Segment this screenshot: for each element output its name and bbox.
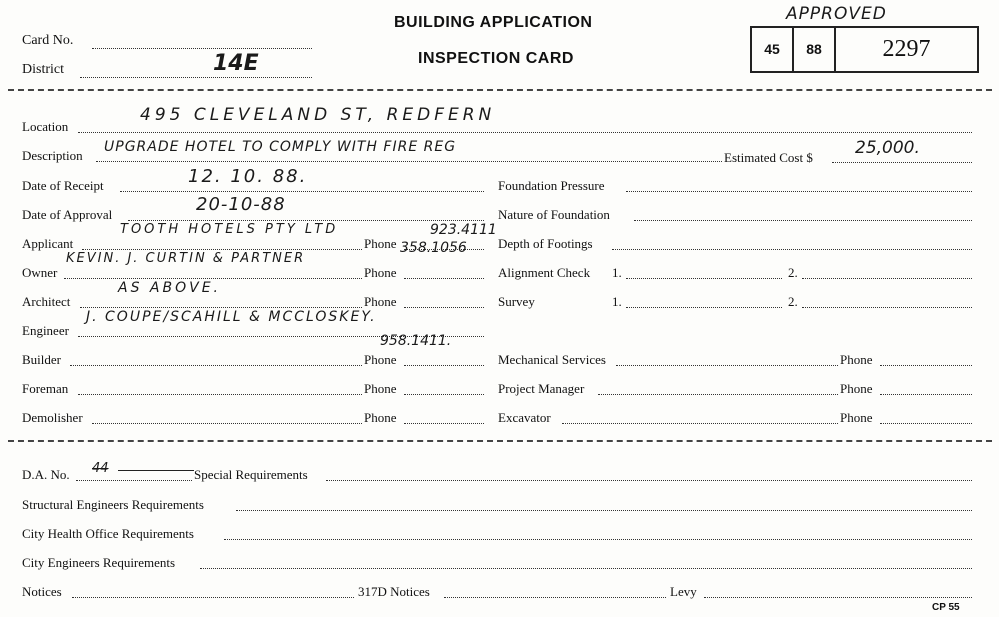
demolisher-phone-line[interactable] <box>404 423 484 424</box>
depth-footings-line[interactable] <box>612 249 972 250</box>
date-receipt-line[interactable] <box>120 191 484 192</box>
architect-value: AS ABOVE. <box>118 280 221 296</box>
mechanical-services-line[interactable] <box>616 365 838 366</box>
box-number-cell <box>836 28 977 71</box>
card-no-line[interactable] <box>92 48 312 49</box>
applicant-value: TOOTH HOTELS PTY LTD <box>120 222 339 237</box>
owner-phone-line[interactable] <box>404 278 484 279</box>
owner-phone-label: Phone <box>364 265 397 280</box>
owner-label: Owner <box>22 265 58 280</box>
survey-n2: 2. <box>788 294 798 309</box>
foundation-pressure-line[interactable] <box>626 191 972 192</box>
excavator-line[interactable] <box>562 423 838 424</box>
foreman-phone-line[interactable] <box>404 394 484 395</box>
project-manager-label: Project Manager <box>498 381 585 396</box>
builder-label: Builder <box>22 352 61 367</box>
date-receipt-value: 12. 10. 88. <box>188 166 308 187</box>
alignment-check-line-2[interactable] <box>802 278 972 279</box>
architect-phone-line[interactable] <box>404 307 484 308</box>
engineer-label: Engineer <box>22 323 69 338</box>
builder-phone-line[interactable] <box>404 365 484 366</box>
nature-foundation-line[interactable] <box>634 220 972 221</box>
estimated-cost-label: Estimated Cost $ <box>724 150 813 165</box>
alignment-check-label: Alignment Check <box>498 265 591 280</box>
depth-footings-label: Depth of Footings <box>498 236 593 251</box>
foreman-phone-label: Phone <box>364 381 397 396</box>
applicant-label: Applicant <box>22 236 74 251</box>
mechanical-services-phone-line[interactable] <box>880 365 972 366</box>
nature-foundation-label: Nature of Foundation <box>498 207 610 222</box>
date-approval-label: Date of Approval <box>22 207 113 222</box>
project-manager-phone-line[interactable] <box>880 394 972 395</box>
applicant-phone-value: 923.4111 <box>430 222 497 238</box>
date-approval-value: 20-10-88 <box>196 194 286 215</box>
engineer-value: J. COUPE/SCAHILL & MCCLOSKEY. <box>86 309 377 325</box>
project-manager-phone-label: Phone <box>840 381 873 396</box>
description-line[interactable] <box>96 161 722 162</box>
mechanical-services-phone-label: Phone <box>840 352 873 367</box>
health-requirements-label: City Health Office Requirements <box>22 526 194 541</box>
applicant-phone-label: Phone <box>364 236 397 251</box>
estimated-cost-line[interactable] <box>832 162 972 163</box>
architect-label: Architect <box>22 294 71 309</box>
levy-line[interactable] <box>704 597 972 598</box>
health-requirements-line[interactable] <box>224 539 972 540</box>
levy-label: Levy <box>670 584 697 599</box>
structural-requirements-label: Structural Engineers Requirements <box>22 497 204 512</box>
box-number-text: 2297 <box>882 36 931 62</box>
architect-phone-label: Phone <box>364 294 397 309</box>
engineers-requirements-label: City Engineers Requirements <box>22 555 176 570</box>
special-requirements-line[interactable] <box>326 480 972 481</box>
excavator-label: Excavator <box>498 410 551 425</box>
box-cell-2-text: 88 <box>806 41 822 57</box>
mechanical-services-label: Mechanical Services <box>498 352 606 367</box>
foreman-label: Foreman <box>22 381 69 396</box>
engineers-requirements-line[interactable] <box>200 568 972 569</box>
district-line[interactable] <box>80 77 312 78</box>
demolisher-phone-label: Phone <box>364 410 397 425</box>
form-code: CP 55 <box>932 602 960 613</box>
engineer-phone-value: 958.1411. <box>380 333 452 349</box>
approved-stamp: APPROVED <box>786 4 887 24</box>
notices-317d-label: 317D Notices <box>358 584 430 599</box>
box-cell-1 <box>752 28 794 71</box>
notices-line[interactable] <box>72 597 354 598</box>
foreman-line[interactable] <box>78 394 362 395</box>
location-label: Location <box>22 119 69 134</box>
demolisher-line[interactable] <box>92 423 362 424</box>
estimated-cost-value: 25,000. <box>855 138 920 158</box>
date-approval-line[interactable] <box>128 220 484 221</box>
box-cell-1-text: 45 <box>764 41 780 57</box>
owner-value: KEVIN. J. CURTIN & PARTNER <box>66 251 306 266</box>
excavator-phone-line[interactable] <box>880 423 972 424</box>
project-manager-line[interactable] <box>598 394 838 395</box>
survey-line-1[interactable] <box>626 307 782 308</box>
demolisher-label: Demolisher <box>22 410 83 425</box>
applicant-line[interactable] <box>82 249 362 250</box>
da-no-value: 44 <box>92 461 109 476</box>
card-number-box <box>750 26 979 73</box>
da-no-line[interactable] <box>76 480 192 481</box>
da-no-label: D.A. No. <box>22 467 70 482</box>
box-cell-2 <box>794 28 836 71</box>
builder-phone-label: Phone <box>364 352 397 367</box>
location-line[interactable] <box>78 132 972 133</box>
description-value: UPGRADE HOTEL TO COMPLY WITH FIRE REG <box>104 139 457 155</box>
owner-line[interactable] <box>64 278 362 279</box>
alignment-check-n2: 2. <box>788 265 798 280</box>
title-line-2: INSPECTION CARD <box>418 50 574 67</box>
special-requirements-label: Special Requirements <box>194 467 308 482</box>
owner-phone-value: 358.1056 <box>400 240 467 256</box>
notices-label: Notices <box>22 584 62 599</box>
excavator-phone-label: Phone <box>840 410 873 425</box>
alignment-check-n1: 1. <box>612 265 622 280</box>
header-divider <box>8 89 992 91</box>
structural-requirements-line[interactable] <box>236 510 972 511</box>
alignment-check-line-1[interactable] <box>626 278 782 279</box>
title-line-1: BUILDING APPLICATION <box>394 14 593 31</box>
survey-line-2[interactable] <box>802 307 972 308</box>
district-label: District <box>22 62 64 77</box>
card-no-label: Card No. <box>22 33 74 48</box>
da-no-strike <box>118 470 194 471</box>
district-value: 14E <box>213 51 259 76</box>
survey-n1: 1. <box>612 294 622 309</box>
architect-line[interactable] <box>80 307 362 308</box>
notices-317d-line[interactable] <box>444 597 666 598</box>
section-divider <box>8 440 992 442</box>
date-receipt-label: Date of Receipt <box>22 178 104 193</box>
description-label: Description <box>22 148 83 163</box>
survey-label: Survey <box>498 294 535 309</box>
foundation-pressure-label: Foundation Pressure <box>498 178 605 193</box>
builder-line[interactable] <box>70 365 362 366</box>
location-value: 495 CLEVELAND ST, REDFERN <box>140 105 496 125</box>
